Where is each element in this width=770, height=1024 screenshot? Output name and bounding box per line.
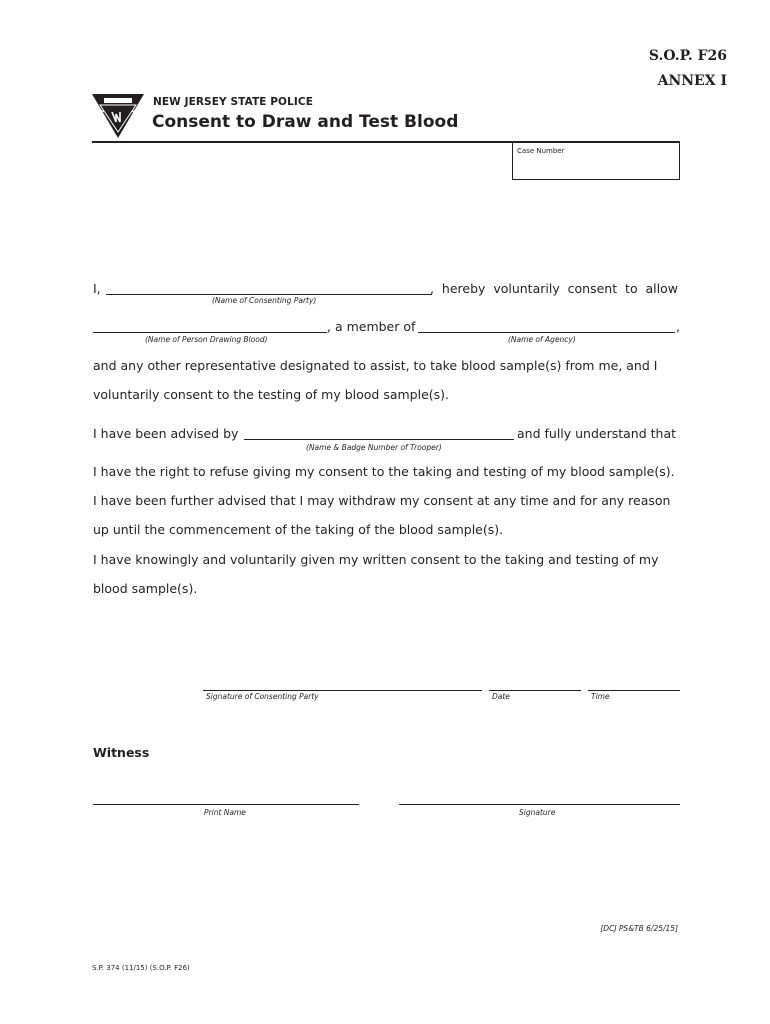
paragraph-withdraw: I have been further advised that I may withdraw my consent at any time and for any reason (93, 493, 671, 508)
paragraph-representative: and any other representative designated to assist, to take blood sample(s) from me, and I (93, 358, 658, 373)
paragraph-written-consent: I have knowingly and voluntarily given my written consent to the taking and testing of my (93, 552, 659, 567)
witness-heading: Witness (93, 745, 150, 760)
time-field[interactable] (588, 690, 680, 691)
consent-line-suffix: , hereby voluntarily consent to allow (430, 281, 678, 296)
page-title: Consent to Draw and Test Blood (152, 112, 459, 132)
consenting-party-signature-field[interactable] (203, 690, 482, 691)
consent-line-prefix: I, (93, 281, 101, 296)
signature-consenting-caption: Signature of Consenting Party (206, 692, 319, 701)
organization-name: NEW JERSEY STATE POLICE (153, 96, 313, 108)
agency-name-field[interactable] (418, 332, 675, 333)
case-number-label: Case Number (517, 147, 565, 155)
line2-end-comma: , (676, 319, 680, 334)
state-police-seal (90, 92, 146, 140)
trooper-name-field[interactable] (244, 439, 514, 440)
paragraph-right-to-refuse: I have the right to refuse giving my consent to the taking and testing of my blood sample(s). (93, 464, 675, 479)
paragraph-withdraw-cont: up until the commencement of the taking of the blood sample(s). (93, 522, 504, 537)
advised-by-text: I have been advised by (93, 426, 239, 441)
trooper-caption: (Name & Badge Number of Trooper) (306, 443, 442, 452)
date-field[interactable] (489, 690, 581, 691)
witness-signature-caption: Signature (519, 808, 556, 817)
paragraph-representative-cont: voluntarily consent to the testing of my blood sample(s). (93, 387, 450, 402)
print-name-caption: Print Name (204, 808, 246, 817)
consenting-party-name-field[interactable] (106, 294, 432, 295)
sop-reference (649, 44, 727, 94)
date-caption: Date (492, 692, 510, 701)
consenting-party-caption: (Name of Consenting Party) (212, 296, 317, 305)
person-drawing-blood-field[interactable] (93, 332, 327, 333)
member-of-text: , a member of (327, 319, 416, 334)
witness-print-name-field[interactable] (93, 804, 359, 805)
agency-caption: (Name of Agency) (508, 335, 576, 344)
seal-logo-icon (90, 92, 146, 140)
understand-text: and fully understand that (517, 426, 677, 441)
person-drawing-caption: (Name of Person Drawing Blood) (145, 335, 268, 344)
case-number-field[interactable] (512, 142, 680, 180)
sop-number: S.O.P. F26 (648, 48, 727, 64)
time-caption: Time (591, 692, 610, 701)
paragraph-written-consent-cont: blood sample(s). (93, 581, 198, 596)
revision-note: [DCJ PS&TB 6/25/15] (600, 924, 678, 933)
witness-signature-field[interactable] (399, 804, 680, 805)
form-identifier: S.P. 374 (11/15) (S.O.P. F26) (92, 964, 190, 972)
annex-label: ANNEX I (657, 73, 727, 89)
